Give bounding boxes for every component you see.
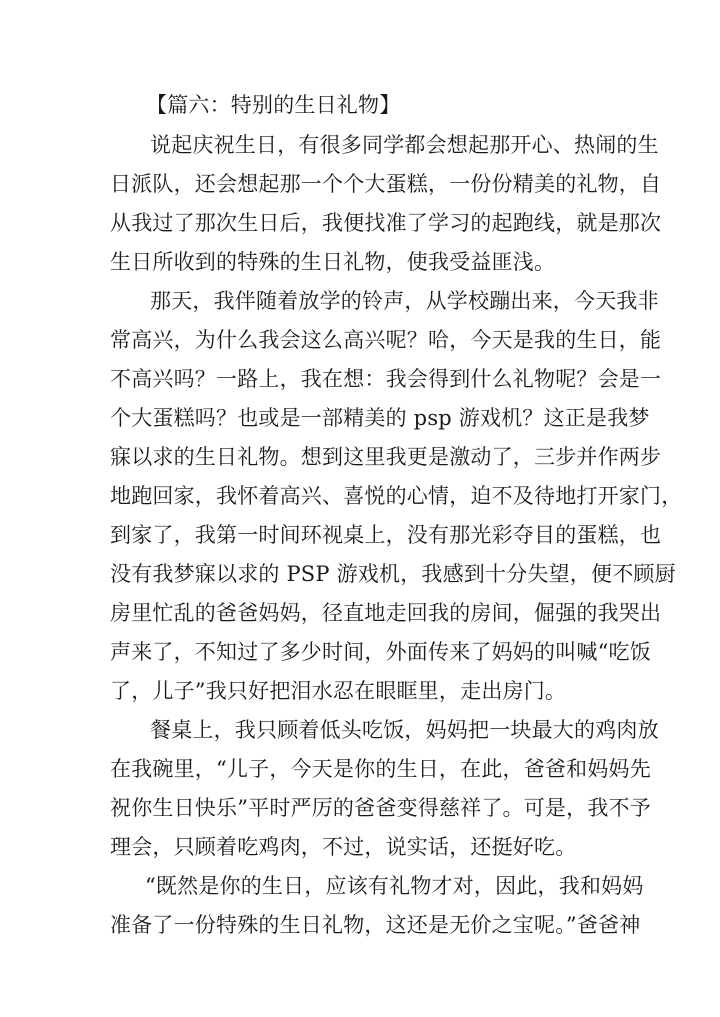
paragraph-line: 理会，只顾着吃鸡肉，不过，说实话，还挺好吃。 [110,835,577,859]
paragraph-line: 说起庆祝生日，有很多同学都会想起那开心、热闹的生 [150,133,659,157]
paragraph-line: 不高兴吗？一路上，我在想：我会得到什么礼物呢？会是一 [110,367,662,391]
paragraph-line: “既然是你的生日，应该有礼物才对，因此，我和妈妈 [145,874,644,898]
paragraph-line: 常高兴，为什么我会这么高兴呢？哈，今天是我的生日，能 [110,328,662,352]
paragraph-line: 了，儿子”我只好把泪水忍在眼眶里，走出房门。 [110,679,567,703]
paragraph-line: 那天，我伴随着放学的铃声，从学校蹦出来，今天我非 [150,289,659,313]
paragraph-line: 准备了一份特殊的生日礼物，这还是无价之宝呢。”爸爸神 [110,913,641,937]
paragraph-line: 房里忙乱的爸爸妈妈，径直地走回我的房间，倔强的我哭出 [110,601,662,625]
paragraph-line: 声来了，不知过了多少时间，外面传来了妈妈的叫喊“吃饭 [110,640,651,664]
paragraph-line: 没有我梦寐以求的 PSP 游戏机，我感到十分失望，便不顾厨 [110,562,676,586]
paragraph-line: 寐以求的生日礼物。想到这里我更是激动了，三步并作两步 [110,445,662,469]
paragraph-line: 到家了，我第一时间环视桌上，没有那光彩夺目的蛋糕，也 [110,523,662,547]
paragraph-line: 地跑回家，我怀着高兴、喜悦的心情，迫不及待地打开家门， [110,484,683,508]
section-title: 【篇六：特别的生日礼物】 [146,93,401,117]
paragraph-line: 祝你生日快乐”平时严厉的爸爸变得慈祥了。可是，我不予 [110,796,651,820]
paragraph-line: 生日所收到的特殊的生日礼物，使我受益匪浅。 [110,250,556,274]
paragraph-line: 个大蛋糕吗？也或是一部精美的 psp 游戏机？这正是我梦 [110,406,650,430]
paragraph-line: 从我过了那次生日后，我便找准了学习的起跑线，就是那次 [110,211,662,235]
paragraph-line: 在我碗里，“儿子，今天是你的生日，在此，爸爸和妈妈先 [110,757,651,781]
paragraph-line: 餐桌上，我只顾着低头吃饭，妈妈把一块最大的鸡肉放 [150,718,659,742]
paragraph-line: 日派队，还会想起那一个个大蛋糕，一份份精美的礼物，自 [110,172,662,196]
